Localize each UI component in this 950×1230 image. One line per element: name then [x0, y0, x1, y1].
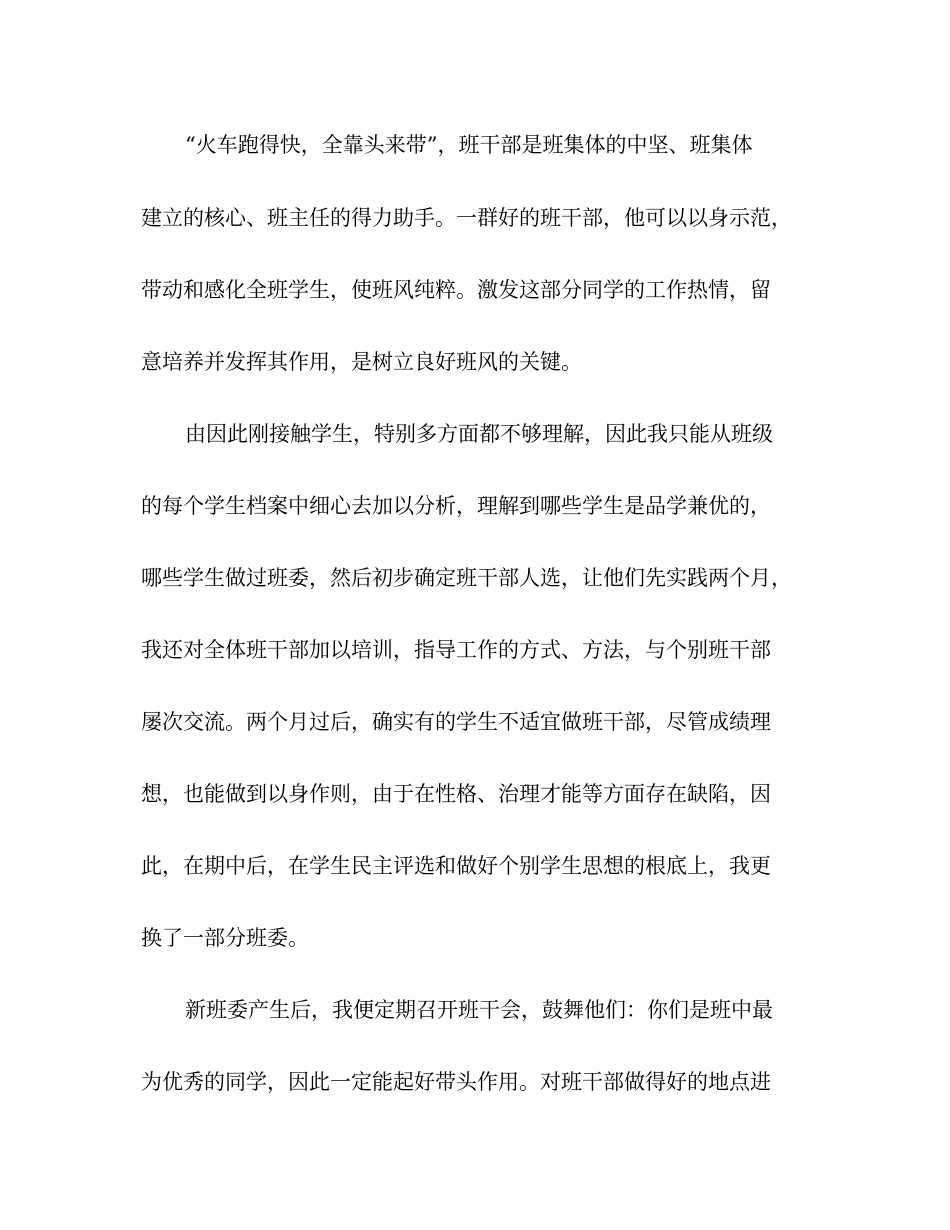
- paragraph-2-line-6: 想，也能做到以身作则，由于在性格、治理才能等方面存在缺陷，因: [141, 782, 771, 806]
- paragraph-1-line-3: 带动和感化全班学生，使班风纯粹。激发这部分同学的工作热情，留: [141, 278, 771, 302]
- paragraph-1-line-2: 建立的核心、班主任的得力助手。一群好的班干部，他可以以身示范，: [141, 206, 792, 230]
- paragraph-1-line-4: 意培养并发挥其作用，是树立良好班风的关键。: [141, 350, 582, 374]
- paragraph-2-line-1: 由因此刚接触学生，特别多方面都不够理解，因此我只能从班级: [185, 422, 773, 446]
- paragraph-2-line-2: 的每个学生档案中细心去加以分析，理解到哪些学生是品学兼优的，: [141, 494, 771, 518]
- paragraph-2-line-8: 换了一部分班委。: [141, 926, 309, 950]
- paragraph-2-line-3: 哪些学生做过班委，然后初步确定班干部人选，让他们先实践两个月，: [141, 566, 792, 590]
- paragraph-3-line-2: 为优秀的同学，因此一定能起好带头作用。对班干部做得好的地点进: [141, 1070, 771, 1094]
- paragraph-3-line-1: 新班委产生后，我便定期召开班干会，鼓舞他们：你们是班中最: [185, 998, 773, 1022]
- paragraph-2-line-7: 此，在期中后，在学生民主评选和做好个别学生思想的根底上，我更: [141, 854, 771, 878]
- paragraph-1-line-1: “火车跑得快，全靠头来带”，班干部是班集体的中坚、班集体: [185, 133, 753, 157]
- paragraph-2-line-5: 屡次交流。两个月过后，确实有的学生不适宜做班干部，尽管成绩理: [141, 710, 771, 734]
- paragraph-2-line-4: 我还对全体班干部加以培训，指导工作的方式、方法，与个别班干部: [141, 638, 771, 662]
